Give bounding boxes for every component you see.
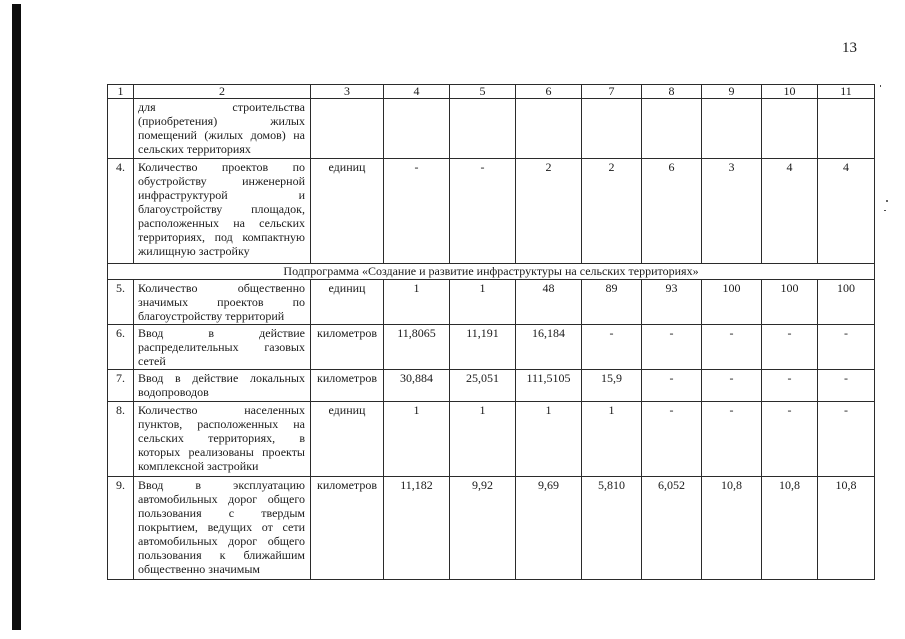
indicator-table — [107, 84, 875, 580]
value-cell: 3 — [702, 159, 762, 264]
value-cell: - — [642, 402, 702, 477]
value-cell: 1 — [384, 402, 450, 477]
column-number: 4 — [384, 85, 450, 99]
row-number: 9. — [108, 477, 134, 580]
column-number: 9 — [702, 85, 762, 99]
value-cell: 11,191 — [450, 325, 516, 370]
table-row — [108, 99, 875, 159]
subprogram-title: Подпрограмма «Создание и развитие инфраструктуры на сельских территориях» — [108, 264, 875, 280]
indicator-name: Ввод в действие распределительных газовых сетей — [134, 325, 311, 370]
scan-speck — [884, 210, 886, 211]
column-number-row — [108, 85, 875, 99]
row-number: 6. — [108, 325, 134, 370]
value-cell: 1 — [384, 280, 450, 325]
value-cell: 5,810 — [582, 477, 642, 580]
column-number: 2 — [134, 85, 311, 99]
value-cell: 2 — [516, 159, 582, 264]
value-cell: 1 — [516, 402, 582, 477]
indicator-name: Количество общественно значимых проектов по благоустройству территорий — [134, 280, 311, 325]
value-cell — [762, 99, 818, 159]
row-number: 4. — [108, 159, 134, 264]
value-cell: 1 — [582, 402, 642, 477]
column-number: 6 — [516, 85, 582, 99]
value-cell: - — [818, 402, 875, 477]
indicator-name: Ввод в эксплуатацию автомобильных дорог общего пользования с твердым покрытием, ведущих от сети автомобильных дорог общего пользования к ближайшим общественно значимым — [134, 477, 311, 580]
value-cell: - — [702, 402, 762, 477]
value-cell: 48 — [516, 280, 582, 325]
indicator-name: Ввод в действие локальных водопроводов — [134, 370, 311, 402]
scan-edge-shadow — [12, 4, 21, 630]
value-cell: 111,5105 — [516, 370, 582, 402]
unit-cell: километров — [311, 477, 384, 580]
column-number: 3 — [311, 85, 384, 99]
value-cell: 9,92 — [450, 477, 516, 580]
indicator-name: для строительства (приобретения) жилых помещений (жилых домов) на сельских территориях — [134, 99, 311, 159]
value-cell: 10,8 — [818, 477, 875, 580]
value-cell: - — [702, 370, 762, 402]
column-number: 11 — [818, 85, 875, 99]
row-number: 7. — [108, 370, 134, 402]
row-number — [108, 99, 134, 159]
value-cell: - — [762, 402, 818, 477]
subprogram-header-row — [108, 264, 875, 280]
value-cell: 100 — [702, 280, 762, 325]
value-cell: 10,8 — [702, 477, 762, 580]
row-number: 5. — [108, 280, 134, 325]
value-cell: 4 — [818, 159, 875, 264]
value-cell: 30,884 — [384, 370, 450, 402]
value-cell: - — [702, 325, 762, 370]
value-cell — [516, 99, 582, 159]
unit-cell: единиц — [311, 159, 384, 264]
value-cell — [642, 99, 702, 159]
value-cell: - — [642, 370, 702, 402]
unit-cell: единиц — [311, 280, 384, 325]
indicator-name: Количество населенных пунктов, расположенных на сельских территориях, в которых реализованы проекты комплексной застройки — [134, 402, 311, 477]
value-cell: 25,051 — [450, 370, 516, 402]
column-number: 10 — [762, 85, 818, 99]
table-row — [108, 159, 875, 264]
value-cell: 2 — [582, 159, 642, 264]
value-cell: 93 — [642, 280, 702, 325]
column-number: 5 — [450, 85, 516, 99]
indicator-name: Количество проектов по обустройству инженерной инфраструктурой и благоустройству площадок, расположенных на сельских территориях, под компактную жилищную застройку — [134, 159, 311, 264]
value-cell: - — [642, 325, 702, 370]
table-row — [108, 280, 875, 325]
page-number: 13 — [842, 40, 857, 56]
unit-cell: единиц — [311, 402, 384, 477]
unit-cell — [311, 99, 384, 159]
value-cell: 1 — [450, 280, 516, 325]
value-cell: - — [582, 325, 642, 370]
column-number: 1 — [108, 85, 134, 99]
column-number: 7 — [582, 85, 642, 99]
value-cell — [450, 99, 516, 159]
scan-speck — [880, 85, 881, 87]
value-cell — [702, 99, 762, 159]
value-cell: 4 — [762, 159, 818, 264]
value-cell: 15,9 — [582, 370, 642, 402]
value-cell: - — [450, 159, 516, 264]
value-cell — [384, 99, 450, 159]
value-cell: 11,8065 — [384, 325, 450, 370]
value-cell: - — [818, 325, 875, 370]
scan-speck — [886, 200, 888, 202]
value-cell — [582, 99, 642, 159]
value-cell: 89 — [582, 280, 642, 325]
value-cell: 11,182 — [384, 477, 450, 580]
value-cell: 16,184 — [516, 325, 582, 370]
unit-cell: километров — [311, 370, 384, 402]
table-row — [108, 370, 875, 402]
row-number: 8. — [108, 402, 134, 477]
table-row — [108, 325, 875, 370]
table-body — [108, 85, 875, 580]
column-number: 8 — [642, 85, 702, 99]
value-cell: - — [384, 159, 450, 264]
value-cell: 100 — [818, 280, 875, 325]
value-cell: 6,052 — [642, 477, 702, 580]
value-cell: - — [762, 325, 818, 370]
value-cell: 9,69 — [516, 477, 582, 580]
value-cell: 6 — [642, 159, 702, 264]
table-row — [108, 477, 875, 580]
value-cell: 100 — [762, 280, 818, 325]
value-cell: - — [818, 370, 875, 402]
table-row — [108, 402, 875, 477]
value-cell: - — [762, 370, 818, 402]
value-cell: 1 — [450, 402, 516, 477]
value-cell — [818, 99, 875, 159]
value-cell: 10,8 — [762, 477, 818, 580]
unit-cell: километров — [311, 325, 384, 370]
